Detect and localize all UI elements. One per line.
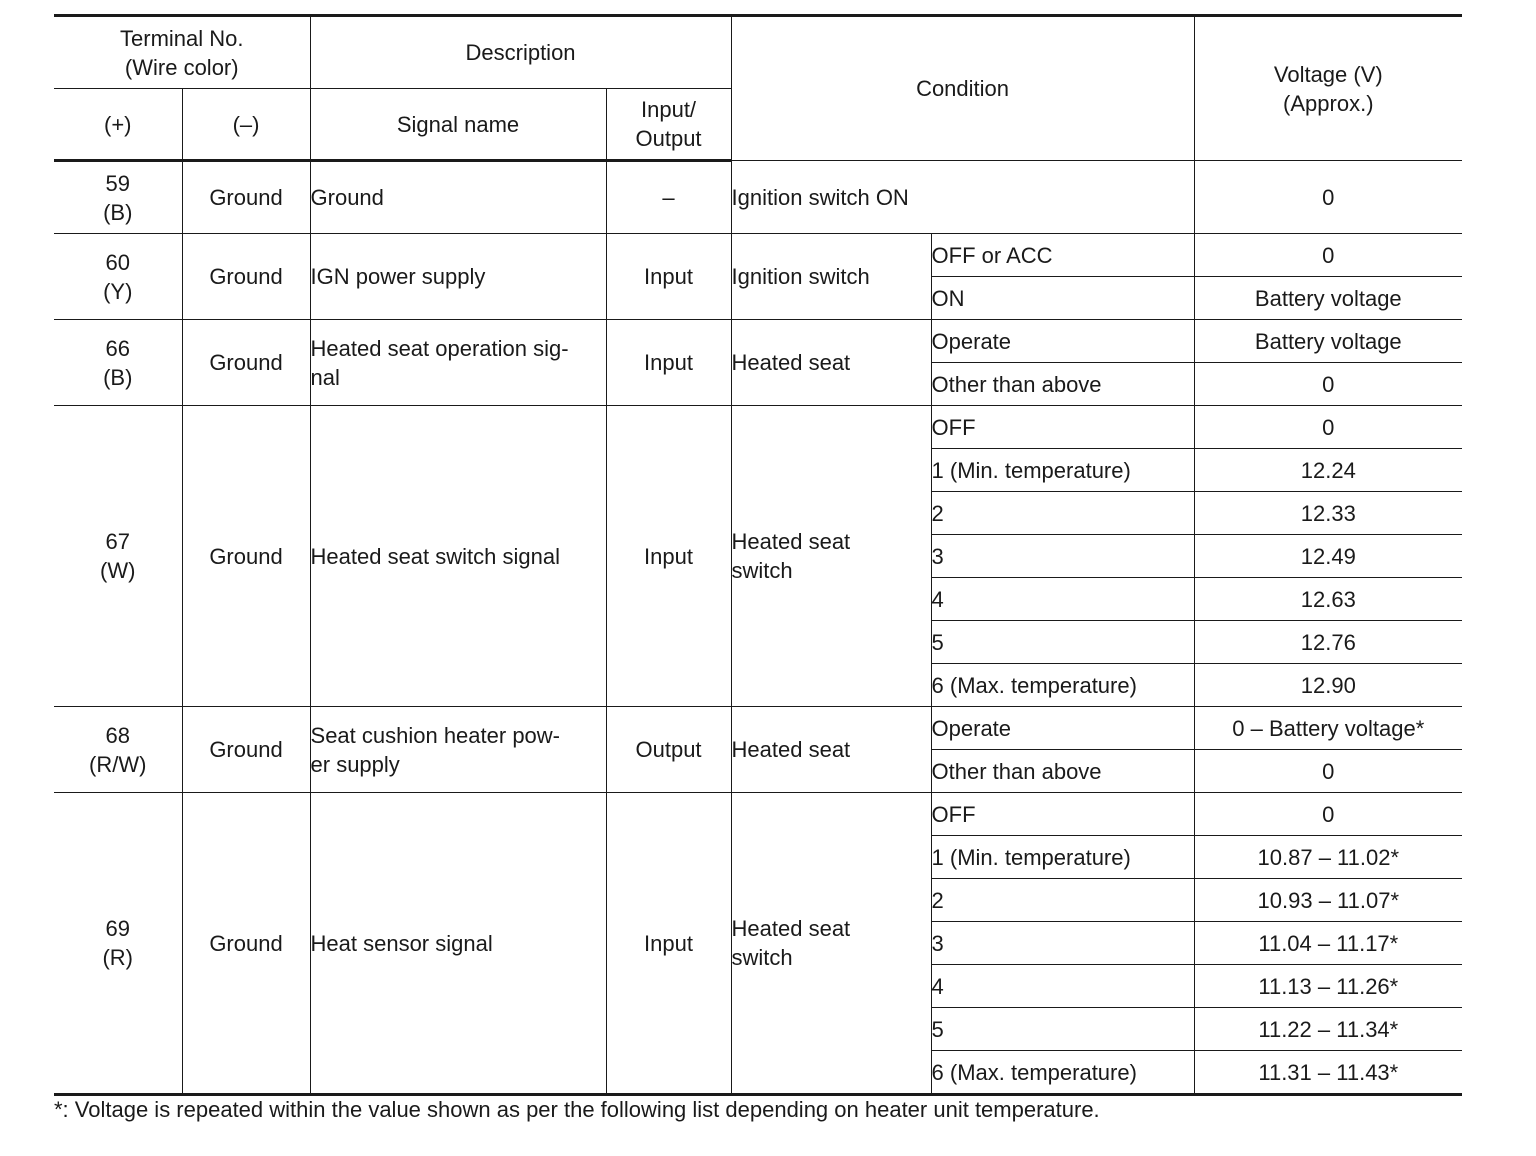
- voltage-cell: Battery voltage: [1194, 277, 1462, 320]
- signal-cell: Heated seat switch signal: [310, 406, 606, 707]
- header-row-top: [54, 16, 1462, 89]
- state-cell: 1 (Min. temperature): [931, 449, 1194, 492]
- voltage-cell: 0: [1194, 234, 1462, 277]
- voltage-cell: 12.24: [1194, 449, 1462, 492]
- terminal-cell: 68 (R/W): [54, 707, 182, 793]
- signal-cell: Ground: [310, 161, 606, 234]
- table-row: [54, 161, 1462, 234]
- io-cell: Input: [606, 793, 731, 1095]
- voltage-cell: 12.33: [1194, 492, 1462, 535]
- voltage-cell: 12.49: [1194, 535, 1462, 578]
- terminal-spec-table: [54, 14, 1462, 1096]
- state-cell: 4: [931, 578, 1194, 621]
- state-cell: 2: [931, 879, 1194, 922]
- io-cell: Output: [606, 707, 731, 793]
- state-cell: OFF: [931, 406, 1194, 449]
- terminal-no-header: Terminal No. (Wire color): [54, 16, 310, 89]
- signal-cell: IGN power supply: [310, 234, 606, 320]
- input-output-header: Input/ Output: [606, 89, 731, 161]
- signal-name-header: Signal name: [310, 89, 606, 161]
- state-cell: 6 (Max. temperature): [931, 664, 1194, 707]
- io-cell: –: [606, 161, 731, 234]
- voltage-cell: 11.22 – 11.34*: [1194, 1008, 1462, 1051]
- state-cell: 5: [931, 1008, 1194, 1051]
- voltage-cell: 10.87 – 11.02*: [1194, 836, 1462, 879]
- voltage-cell: 12.63: [1194, 578, 1462, 621]
- voltage-cell: 0: [1194, 161, 1462, 234]
- condition-cell: Heated seat: [731, 707, 931, 793]
- voltage-cell: 11.13 – 11.26*: [1194, 965, 1462, 1008]
- terminal-cell: 67 (W): [54, 406, 182, 707]
- voltage-cell: 0: [1194, 406, 1462, 449]
- voltage-cell: 12.90: [1194, 664, 1462, 707]
- state-cell: 6 (Max. temperature): [931, 1051, 1194, 1095]
- io-cell: Input: [606, 234, 731, 320]
- ground-cell: Ground: [182, 234, 310, 320]
- table-row: [54, 406, 1462, 449]
- voltage-cell: Battery voltage: [1194, 320, 1462, 363]
- condition-cell: Heated seat: [731, 320, 931, 406]
- table-row: [54, 793, 1462, 836]
- signal-cell: Heated seat operation sig- nal: [310, 320, 606, 406]
- state-cell: 2: [931, 492, 1194, 535]
- state-cell: Other than above: [931, 750, 1194, 793]
- terminal-cell: 60 (Y): [54, 234, 182, 320]
- condition-header: Condition: [731, 16, 1194, 161]
- terminal-cell: 66 (B): [54, 320, 182, 406]
- footnote: *: Voltage is repeated within the value shown as per the following list depending on heater unit temperature.: [54, 1097, 1100, 1122]
- state-cell: 3: [931, 922, 1194, 965]
- ground-cell: Ground: [182, 406, 310, 707]
- voltage-cell: 0: [1194, 363, 1462, 406]
- table-row: [54, 707, 1462, 750]
- condition-cell: Heated seat switch: [731, 406, 931, 707]
- table-row: [54, 234, 1462, 277]
- voltage-cell: 0: [1194, 750, 1462, 793]
- signal-cell: Heat sensor signal: [310, 793, 606, 1095]
- minus-header: (–): [182, 89, 310, 161]
- terminal-cell: 69 (R): [54, 793, 182, 1095]
- voltage-cell: 11.31 – 11.43*: [1194, 1051, 1462, 1095]
- ground-cell: Ground: [182, 707, 310, 793]
- state-cell: Operate: [931, 320, 1194, 363]
- state-cell: ON: [931, 277, 1194, 320]
- state-cell: 5: [931, 621, 1194, 664]
- terminal-cell: 59 (B): [54, 161, 182, 234]
- voltage-cell: 12.76: [1194, 621, 1462, 664]
- condition-cell: Heated seat switch: [731, 793, 931, 1095]
- terminal-spec-table-wrapper: [54, 14, 1462, 1096]
- state-cell: Operate: [931, 707, 1194, 750]
- ground-cell: Ground: [182, 161, 310, 234]
- table-row: [54, 320, 1462, 363]
- state-cell: Other than above: [931, 363, 1194, 406]
- io-cell: Input: [606, 406, 731, 707]
- state-cell: 4: [931, 965, 1194, 1008]
- condition-cell: Ignition switch ON: [731, 161, 1194, 234]
- condition-cell: Ignition switch: [731, 234, 931, 320]
- state-cell: OFF or ACC: [931, 234, 1194, 277]
- ground-cell: Ground: [182, 320, 310, 406]
- state-cell: 3: [931, 535, 1194, 578]
- voltage-header: Voltage (V) (Approx.): [1194, 16, 1462, 161]
- voltage-cell: 10.93 – 11.07*: [1194, 879, 1462, 922]
- state-cell: OFF: [931, 793, 1194, 836]
- description-header: Description: [310, 16, 731, 89]
- signal-cell: Seat cushion heater pow- er supply: [310, 707, 606, 793]
- io-cell: Input: [606, 320, 731, 406]
- voltage-cell: 0: [1194, 793, 1462, 836]
- ground-cell: Ground: [182, 793, 310, 1095]
- plus-header: (+): [54, 89, 182, 161]
- state-cell: 1 (Min. temperature): [931, 836, 1194, 879]
- voltage-cell: 0 – Battery voltage*: [1194, 707, 1462, 750]
- voltage-cell: 11.04 – 11.17*: [1194, 922, 1462, 965]
